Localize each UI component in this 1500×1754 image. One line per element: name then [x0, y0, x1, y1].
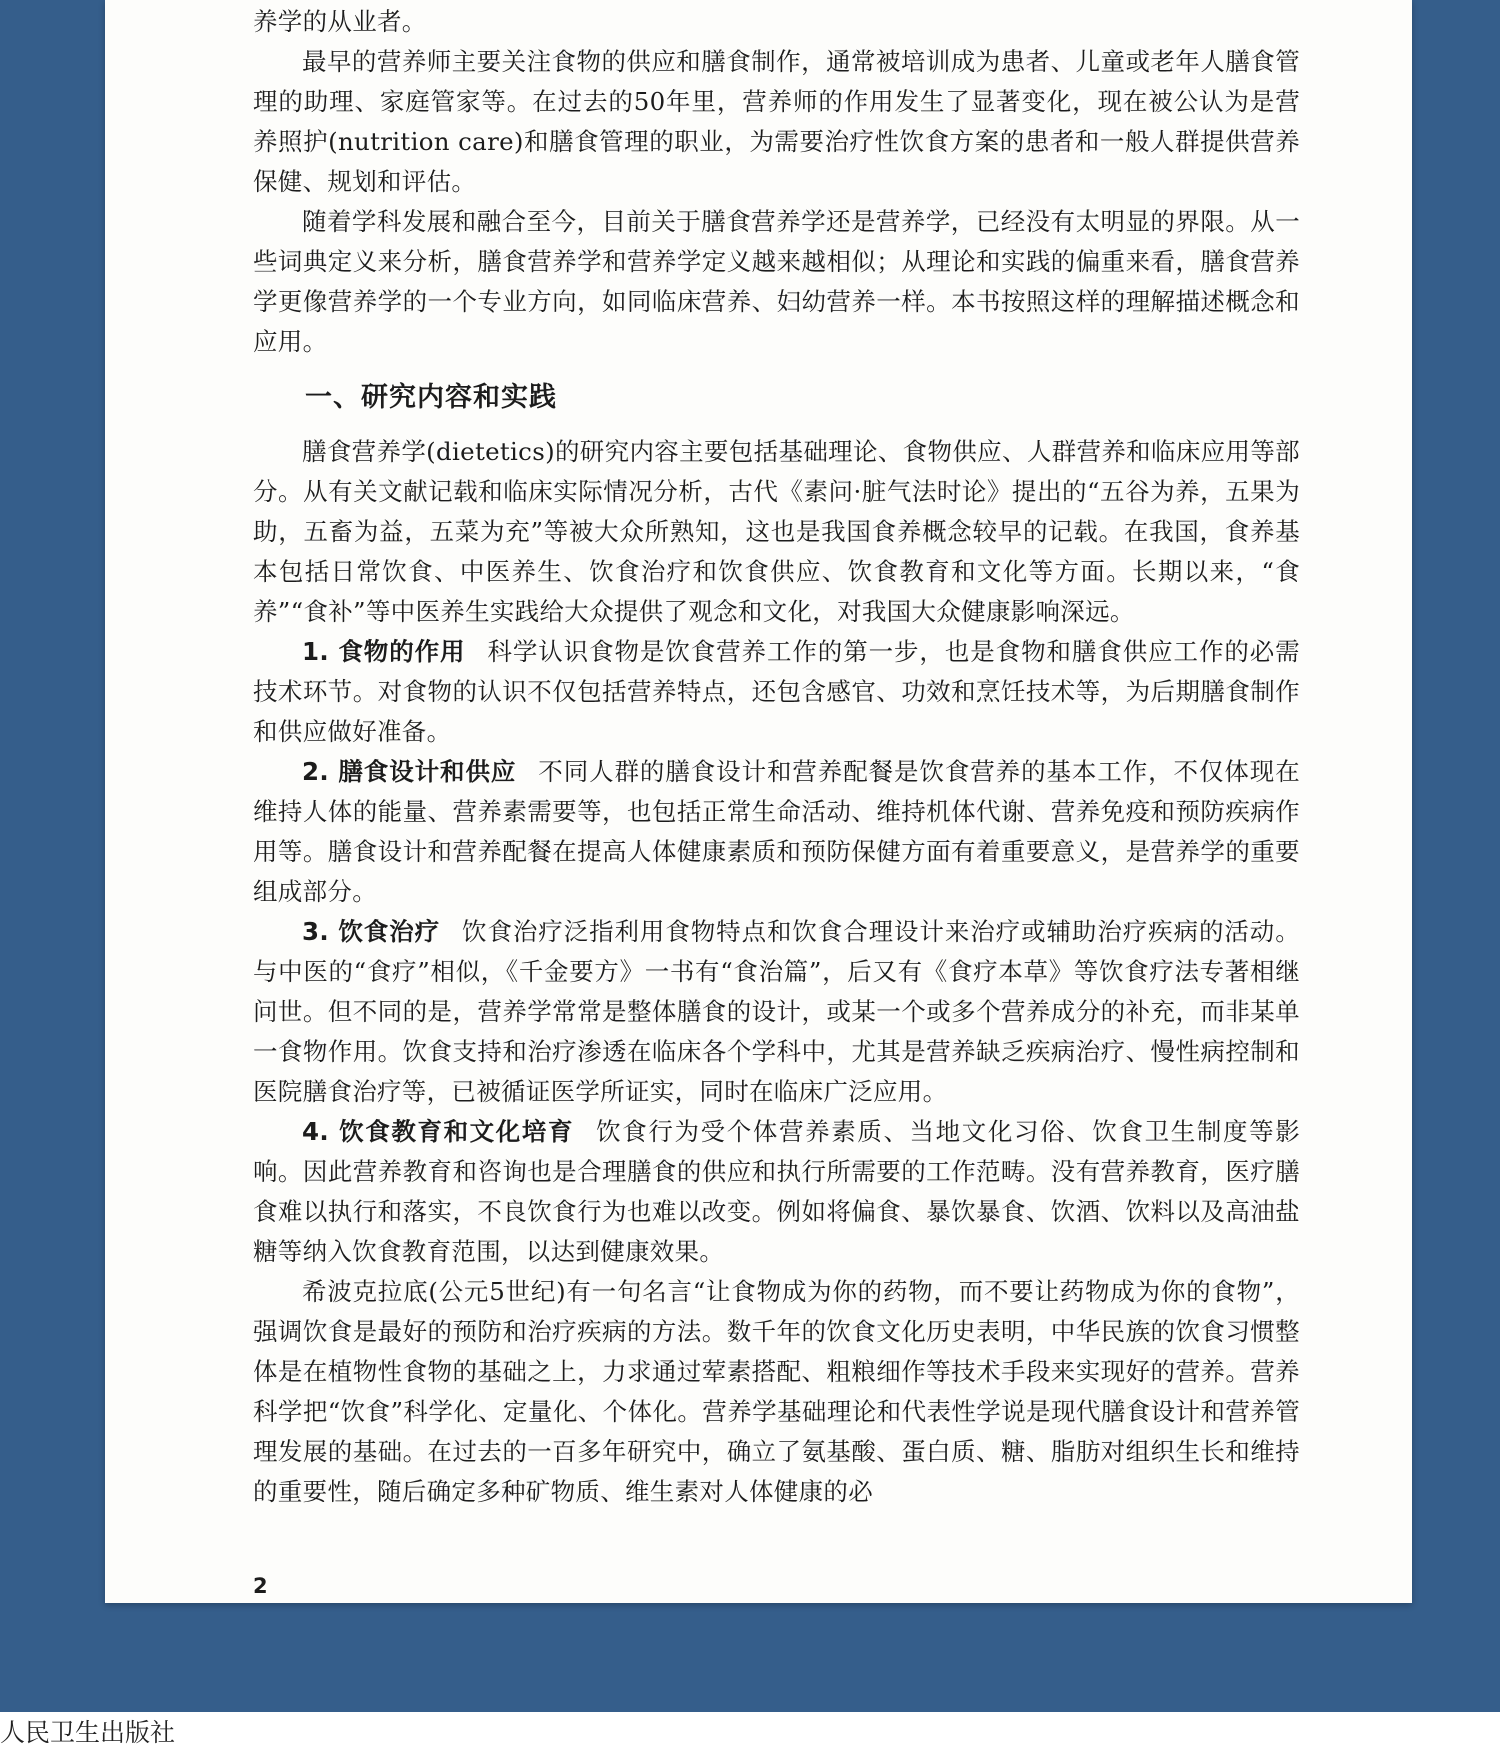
paragraph-research-content: 膳食营养学(dietetics)的研究内容主要包括基础理论、食物供应、人群营养和临床应用等部分。从有关文献记载和临床实际情况分析，古代《素问·脏气法时论》提出的“五谷为养，五果为助，五畜为益，五菜为充”等被大众所熟知，这也是我国食养概念较早的记载。在我国，食养基本包括日常饮食、中医养生、饮食治疗和饮食供应、饮食教育和文化等方面。长期以来，“食养”“食补”等中医养生实践给大众提供了观念和文化，对我国大众健康影响深远。 [253, 437, 1300, 626]
list-item-diet-design [253, 752, 1300, 912]
list-item-diet-therapy [253, 912, 1300, 1112]
item-text: 饮食行为受个体营养素质、当地文化习俗、饮食卫生制度等影响。因此营养教育和咨询也是合理膳食的供应和执行所需要的工作范畴。没有营养教育，医疗膳食难以执行和落实，不良饮食行为也难以改变。例如将偏食、暴饮暴食、饮酒、饮料以及高油盐糖等纳入饮食教育范围，以达到健康效果。 [253, 1117, 1300, 1266]
paragraph-continuation: 养学的从业者。 [253, 7, 427, 36]
item-title: 4. 饮食教育和文化培育 [302, 1117, 575, 1146]
item-text: 饮食治疗泛指利用食物特点和饮食合理设计来治疗或辅助治疗疾病的活动。与中医的“食疗”相似，《千金要方》一书有“食治篇”，后又有《食疗本草》等饮食疗法专著相继问世。但不同的是，营养学常常是整体膳食的设计，或某一个或多个营养成分的补充，而非某单一食物作用。饮食支持和治疗渗透在临床各个学科中，尤其是营养缺乏疾病治疗、慢性病控制和医院膳食治疗等，已被循证医学所证实，同时在临床广泛应用。 [253, 917, 1300, 1106]
publisher-caption: 人民卫生出版社 [0, 1718, 176, 1747]
item-title: 3. 饮食治疗 [302, 917, 441, 946]
item-text: 科学认识食物是饮食营养工作的第一步，也是食物和膳食供应工作的必需技术环节。对食物的认识不仅包括营养特点，还包含感官、功效和烹饪技术等，为后期膳食制作和供应做好准备。 [253, 637, 1300, 746]
item-text: 不同人群的膳食设计和营养配餐是饮食营养的基本工作，不仅体现在维持人体的能量、营养素需要等，也包括正常生命活动、维持机体代谢、营养免疫和预防疾病作用等。膳食设计和营养配餐在提高人体健康素质和预防保健方面有着重要意义，是营养学的重要组成部分。 [253, 757, 1300, 906]
item-title: 2. 膳食设计和供应 [302, 757, 517, 786]
paragraph-hippocrates: 希波克拉底(公元5世纪)有一句名言“让食物成为你的药物，而不要让药物成为你的食物”，强调饮食是最好的预防和治疗疾病的方法。数千年的饮食文化历史表明，中华民族的饮食习惯整体是在植物性食物的基础之上，力求通过荤素搭配、粗粮细作等技术手段来实现好的营养。营养科学把“饮食”科学化、定量化、个体化。营养学基础理论和代表性学说是现代膳食设计和营养管理发展的基础。在过去的一百多年研究中，确立了氨基酸、蛋白质、糖、脂肪对组织生长和维持的重要性，随后确定多种矿物质、维生素对人体健康的必 [253, 1277, 1300, 1506]
paragraph-discipline-boundary: 随着学科发展和融合至今，目前关于膳食营养学还是营养学，已经没有太明显的界限。从一些词典定义来分析，膳食营养学和营养学定义越来越相似；从理论和实践的偏重来看，膳食营养学更像营养学的一个专业方向，如同临床营养、妇幼营养一样。本书按照这样的理解描述概念和应用。 [253, 207, 1300, 356]
paragraph-nutritionist-history: 最早的营养师主要关注食物的供应和膳食制作，通常被培训成为患者、儿童或老年人膳食管理的助理、家庭管家等。在过去的50年里，营养师的作用发生了显著变化，现在被公认为是营养照护(nutrition care)和膳食管理的职业，为需要治疗性饮食方案的患者和一般人群提供营养保健、规划和评估。 [253, 47, 1300, 196]
item-title: 1. 食物的作用 [302, 637, 466, 666]
list-item-food-role [253, 632, 1300, 752]
section-heading: 一、研究内容和实践 [305, 382, 557, 413]
page-number: 2 [253, 1574, 268, 1598]
book-page [105, 0, 1412, 1603]
page-body [253, 2, 1300, 1512]
list-item-diet-education [253, 1112, 1300, 1272]
